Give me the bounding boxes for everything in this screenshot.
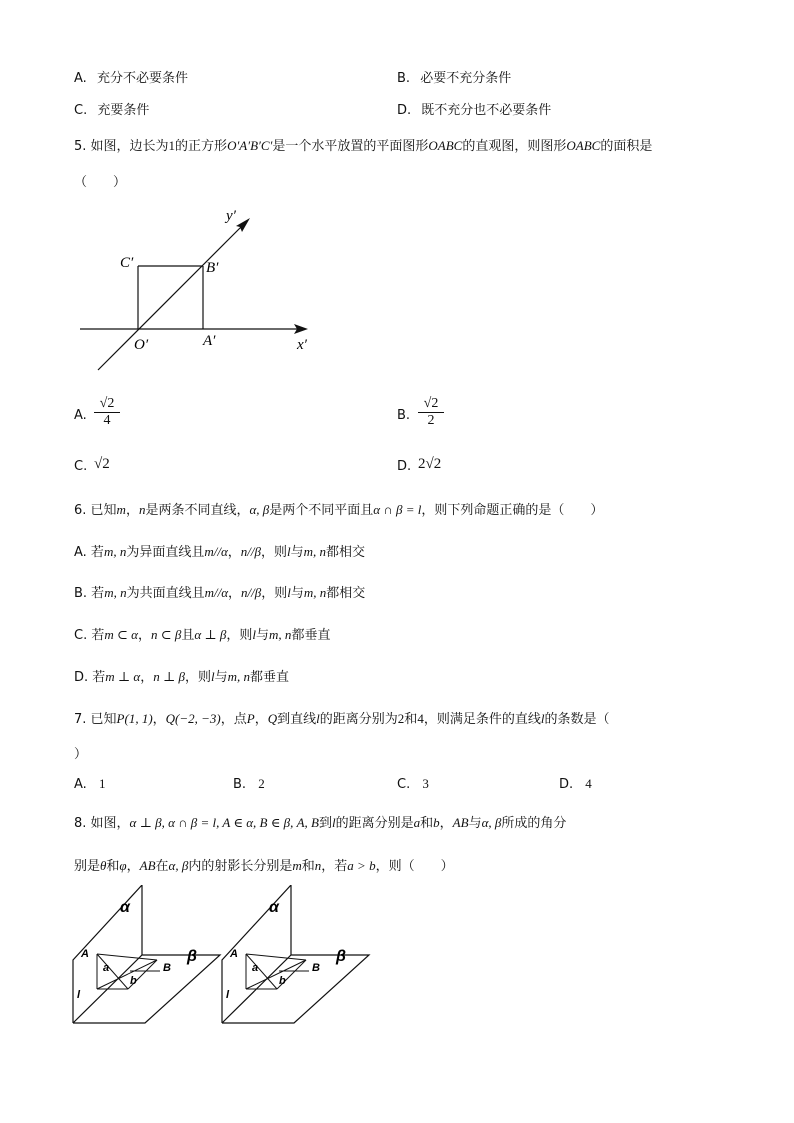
label-alpha: α bbox=[120, 899, 130, 916]
math-expr: a bbox=[413, 815, 421, 830]
q8-figure-1 bbox=[73, 885, 220, 1023]
q5-option-a[interactable] bbox=[94, 396, 120, 429]
q5-text: 是一个水平放置的平面图形 bbox=[272, 139, 429, 154]
option-text: 与 bbox=[256, 628, 270, 643]
label-y-prime: y′ bbox=[226, 208, 236, 224]
option-letter: B. bbox=[233, 777, 247, 792]
option-text: ， bbox=[137, 628, 151, 643]
math-expr: l bbox=[287, 585, 291, 600]
label-beta: β bbox=[187, 948, 197, 965]
math-expr: m, n bbox=[104, 585, 127, 600]
q5-text: 的正方形 bbox=[175, 139, 228, 154]
math-expr: b bbox=[433, 815, 440, 830]
q7-text: 的距离分别为 bbox=[319, 712, 398, 727]
option-text: ，则 bbox=[226, 628, 253, 643]
var-m: m bbox=[116, 502, 126, 517]
q8-text: ， bbox=[439, 816, 453, 831]
math-expr: AB bbox=[139, 858, 156, 873]
label-x-prime: x′ bbox=[297, 337, 307, 353]
q8-text: ，若 bbox=[321, 859, 348, 874]
math-expr: α ⊥ β bbox=[194, 627, 227, 642]
option-letter: B. bbox=[397, 71, 411, 86]
q8-figures bbox=[70, 885, 380, 1030]
q8-text: 内的射影长分别是 bbox=[188, 859, 293, 874]
q6-text: ，则下列命题正确的是（ ） bbox=[421, 503, 604, 518]
q7-text: ，则满足条件的直线 bbox=[423, 712, 541, 727]
math-expr: n ⊥ β bbox=[153, 669, 185, 684]
q7-option-c[interactable] bbox=[397, 776, 429, 792]
fraction-numerator: √2 bbox=[418, 396, 444, 413]
q5-shape-name: OABC bbox=[566, 138, 601, 153]
math-expr: m//α bbox=[204, 585, 229, 600]
q8-figure-2 bbox=[222, 885, 369, 1023]
q5-option-c[interactable]: √2 bbox=[94, 456, 110, 472]
label-A: A bbox=[230, 948, 238, 960]
label-b: b bbox=[279, 975, 286, 987]
math-expr: Q bbox=[267, 711, 278, 726]
option-text: 1 bbox=[98, 776, 106, 791]
option-text: 4 bbox=[585, 776, 592, 791]
option-text: 且 bbox=[181, 628, 195, 643]
math-expr: a > b bbox=[347, 858, 376, 873]
option-text: 与 bbox=[290, 545, 304, 560]
option-text: 充分不必要条件 bbox=[96, 71, 188, 86]
math-expr: n bbox=[314, 858, 322, 873]
q5-option-d-letter: D. bbox=[397, 459, 412, 474]
q7-option-b[interactable] bbox=[233, 776, 265, 792]
label-a: a bbox=[252, 962, 259, 974]
q7-stem bbox=[74, 708, 609, 727]
option-text: A. 若 bbox=[74, 545, 104, 560]
option-text: 都相交 bbox=[326, 586, 366, 601]
q6-text: 是两条不同直线， bbox=[145, 503, 250, 518]
math-expr: l bbox=[540, 711, 545, 726]
option-text: 必要不充分条件 bbox=[420, 71, 512, 86]
q7-option-d[interactable] bbox=[559, 776, 592, 792]
option-letter: A. bbox=[74, 777, 87, 792]
label-A: A bbox=[81, 948, 89, 960]
label-alpha: α bbox=[269, 899, 279, 916]
q5-text: 5. 如图，边长为 bbox=[74, 139, 169, 154]
math-expr: θ bbox=[100, 858, 107, 873]
q8-text: 在 bbox=[155, 859, 169, 874]
math-expr: m, n bbox=[303, 544, 327, 559]
math-expr: m, n bbox=[269, 627, 292, 642]
math-expr: n//β bbox=[241, 585, 262, 600]
label-beta: β bbox=[336, 948, 346, 965]
option-text: 与 bbox=[214, 670, 228, 685]
q4-option-a[interactable] bbox=[74, 67, 188, 86]
label-a-prime: A′ bbox=[203, 333, 216, 349]
q5-option-a-letter: A. bbox=[74, 408, 87, 423]
option-text: 为异面直线且 bbox=[126, 545, 205, 560]
option-text: D. 若 bbox=[74, 670, 106, 685]
option-text: ，则 bbox=[261, 545, 288, 560]
q8-text: 和 bbox=[106, 859, 120, 874]
math-expr: α, β bbox=[481, 815, 502, 830]
q5-option-b-letter: B. bbox=[397, 408, 411, 423]
option-text: 既不充分也不必要条件 bbox=[421, 103, 552, 118]
planes-alpha-beta: α, β bbox=[249, 502, 270, 517]
math-expr: m//α bbox=[204, 544, 228, 559]
option-text: ， bbox=[227, 545, 241, 560]
math-expr: l bbox=[252, 627, 257, 642]
q6-text: ， bbox=[125, 503, 139, 518]
label-l: l bbox=[77, 989, 81, 1001]
q6-option-d[interactable] bbox=[74, 666, 289, 685]
math-expr: l bbox=[287, 544, 291, 559]
option-text: C. 若 bbox=[74, 628, 105, 643]
label-o-prime: O′ bbox=[134, 337, 149, 353]
answer-blank: （ ） bbox=[74, 175, 127, 190]
q8-text: 别是 bbox=[74, 859, 101, 874]
q7-text: 7. 已知 bbox=[74, 712, 117, 727]
q8-text: 和 bbox=[420, 816, 434, 831]
q8-text: 与 bbox=[468, 816, 482, 831]
q5-number: 1 bbox=[168, 138, 176, 153]
label-B: B bbox=[312, 962, 320, 974]
fraction-denominator: 4 bbox=[103, 413, 111, 428]
coefficient: 2 bbox=[418, 456, 426, 472]
q5-text: 的面积是 bbox=[600, 139, 653, 154]
math-expr: φ bbox=[119, 858, 127, 873]
q4-option-c[interactable] bbox=[74, 99, 149, 118]
math-expr: m, n bbox=[303, 585, 327, 600]
math-expr: l bbox=[316, 711, 320, 726]
option-text: 与 bbox=[290, 586, 304, 601]
math-expr: α, β bbox=[168, 858, 189, 873]
option-text: ， bbox=[140, 670, 154, 685]
math-expr: n//β bbox=[240, 544, 261, 559]
q6-stem bbox=[74, 499, 603, 518]
math-expr: n ⊂ β bbox=[150, 627, 182, 642]
math-expr: m, n bbox=[103, 544, 127, 559]
option-text: 2 bbox=[258, 776, 265, 791]
option-letter: C. bbox=[74, 103, 88, 118]
q8-text: 8. 如图， bbox=[74, 816, 130, 831]
q6-option-c[interactable] bbox=[74, 624, 330, 643]
q8-text: ，则（ ） bbox=[375, 859, 454, 874]
y-axis bbox=[98, 226, 242, 370]
q5-option-c-letter: C. bbox=[74, 459, 88, 474]
option-text: 为共面直线且 bbox=[126, 586, 205, 601]
q7-closing-paren: ） bbox=[74, 747, 88, 762]
math-expr: l bbox=[210, 669, 215, 684]
point-q: Q(−2, −3) bbox=[165, 711, 221, 726]
q7-text: 和 bbox=[404, 712, 418, 727]
q5-option-b[interactable] bbox=[418, 396, 444, 429]
math-expr: AB bbox=[452, 815, 469, 830]
option-text: 3 bbox=[422, 776, 429, 791]
label-a: a bbox=[103, 962, 110, 974]
q5-oblique-figure bbox=[78, 205, 328, 380]
q5-shape-name: OABC bbox=[428, 138, 463, 153]
option-text: 充要条件 bbox=[97, 103, 150, 118]
math-expr: 2 bbox=[397, 711, 405, 726]
math-expr: m ⊥ α bbox=[105, 669, 141, 684]
option-letter: D. bbox=[397, 103, 412, 118]
math-expr: m bbox=[292, 858, 302, 873]
label-B: B bbox=[163, 962, 171, 974]
option-text: B. 若 bbox=[74, 586, 105, 601]
fraction-denominator: 2 bbox=[427, 413, 435, 428]
q8-text: 所成的角分 bbox=[501, 816, 567, 831]
q5-option-d[interactable] bbox=[418, 456, 441, 473]
q7-text: 的条数是（ bbox=[544, 712, 610, 727]
var-n: n bbox=[138, 502, 146, 517]
option-text: 都相交 bbox=[326, 545, 366, 560]
label-b: b bbox=[130, 975, 137, 987]
option-letter: A. bbox=[74, 71, 87, 86]
q4-option-d[interactable] bbox=[397, 99, 551, 118]
label-l: l bbox=[226, 989, 230, 1001]
q7-text: ，点 bbox=[220, 712, 247, 727]
math-expr: P bbox=[246, 711, 255, 726]
math-expr: l bbox=[332, 815, 336, 830]
option-text: 都垂直 bbox=[291, 628, 331, 643]
option-text: ，则 bbox=[184, 670, 211, 685]
q5-square-name: O′A′B′C′ bbox=[227, 138, 273, 153]
q8-stem-line2 bbox=[74, 855, 454, 874]
q4-option-b[interactable] bbox=[397, 67, 511, 86]
q6-text: 是两个不同平面且 bbox=[269, 503, 374, 518]
label-c-prime: C′ bbox=[120, 255, 134, 271]
q7-text: 到直线 bbox=[277, 712, 317, 727]
fraction-numerator: √2 bbox=[94, 396, 120, 413]
q8-text: 的距离分别是 bbox=[335, 816, 414, 831]
q6-option-b[interactable] bbox=[74, 582, 365, 601]
q5-stem bbox=[74, 135, 652, 154]
math-expr: m, n bbox=[227, 669, 250, 684]
intersection-condition: α ∩ β = l bbox=[373, 502, 422, 517]
math-expr: m ⊂ α bbox=[104, 627, 138, 642]
q8-text: ， bbox=[126, 859, 140, 874]
q7-option-a[interactable] bbox=[74, 776, 105, 792]
option-text: ， bbox=[228, 586, 242, 601]
q6-text: 6. 已知 bbox=[74, 503, 117, 518]
option-text: 都垂直 bbox=[249, 670, 289, 685]
option-letter: C. bbox=[397, 777, 411, 792]
radical: √2 bbox=[425, 456, 442, 472]
q6-option-a[interactable] bbox=[74, 541, 365, 560]
q8-stem-line1 bbox=[74, 812, 566, 831]
math-expr: 4 bbox=[417, 711, 424, 726]
q8-text: 和 bbox=[301, 859, 315, 874]
q7-text: ， bbox=[152, 712, 166, 727]
q8-text: 到 bbox=[318, 816, 332, 831]
option-letter: D. bbox=[559, 777, 574, 792]
label-b-prime: B′ bbox=[206, 260, 219, 276]
q5-text: 的直观图，则图形 bbox=[462, 139, 567, 154]
point-p: P(1, 1) bbox=[116, 711, 153, 726]
option-text: ，则 bbox=[261, 586, 288, 601]
math-expr: α ⊥ β, α ∩ β = l, A ∈ α, B ∈ β, A, B bbox=[129, 815, 319, 830]
q7-text: ， bbox=[254, 712, 268, 727]
